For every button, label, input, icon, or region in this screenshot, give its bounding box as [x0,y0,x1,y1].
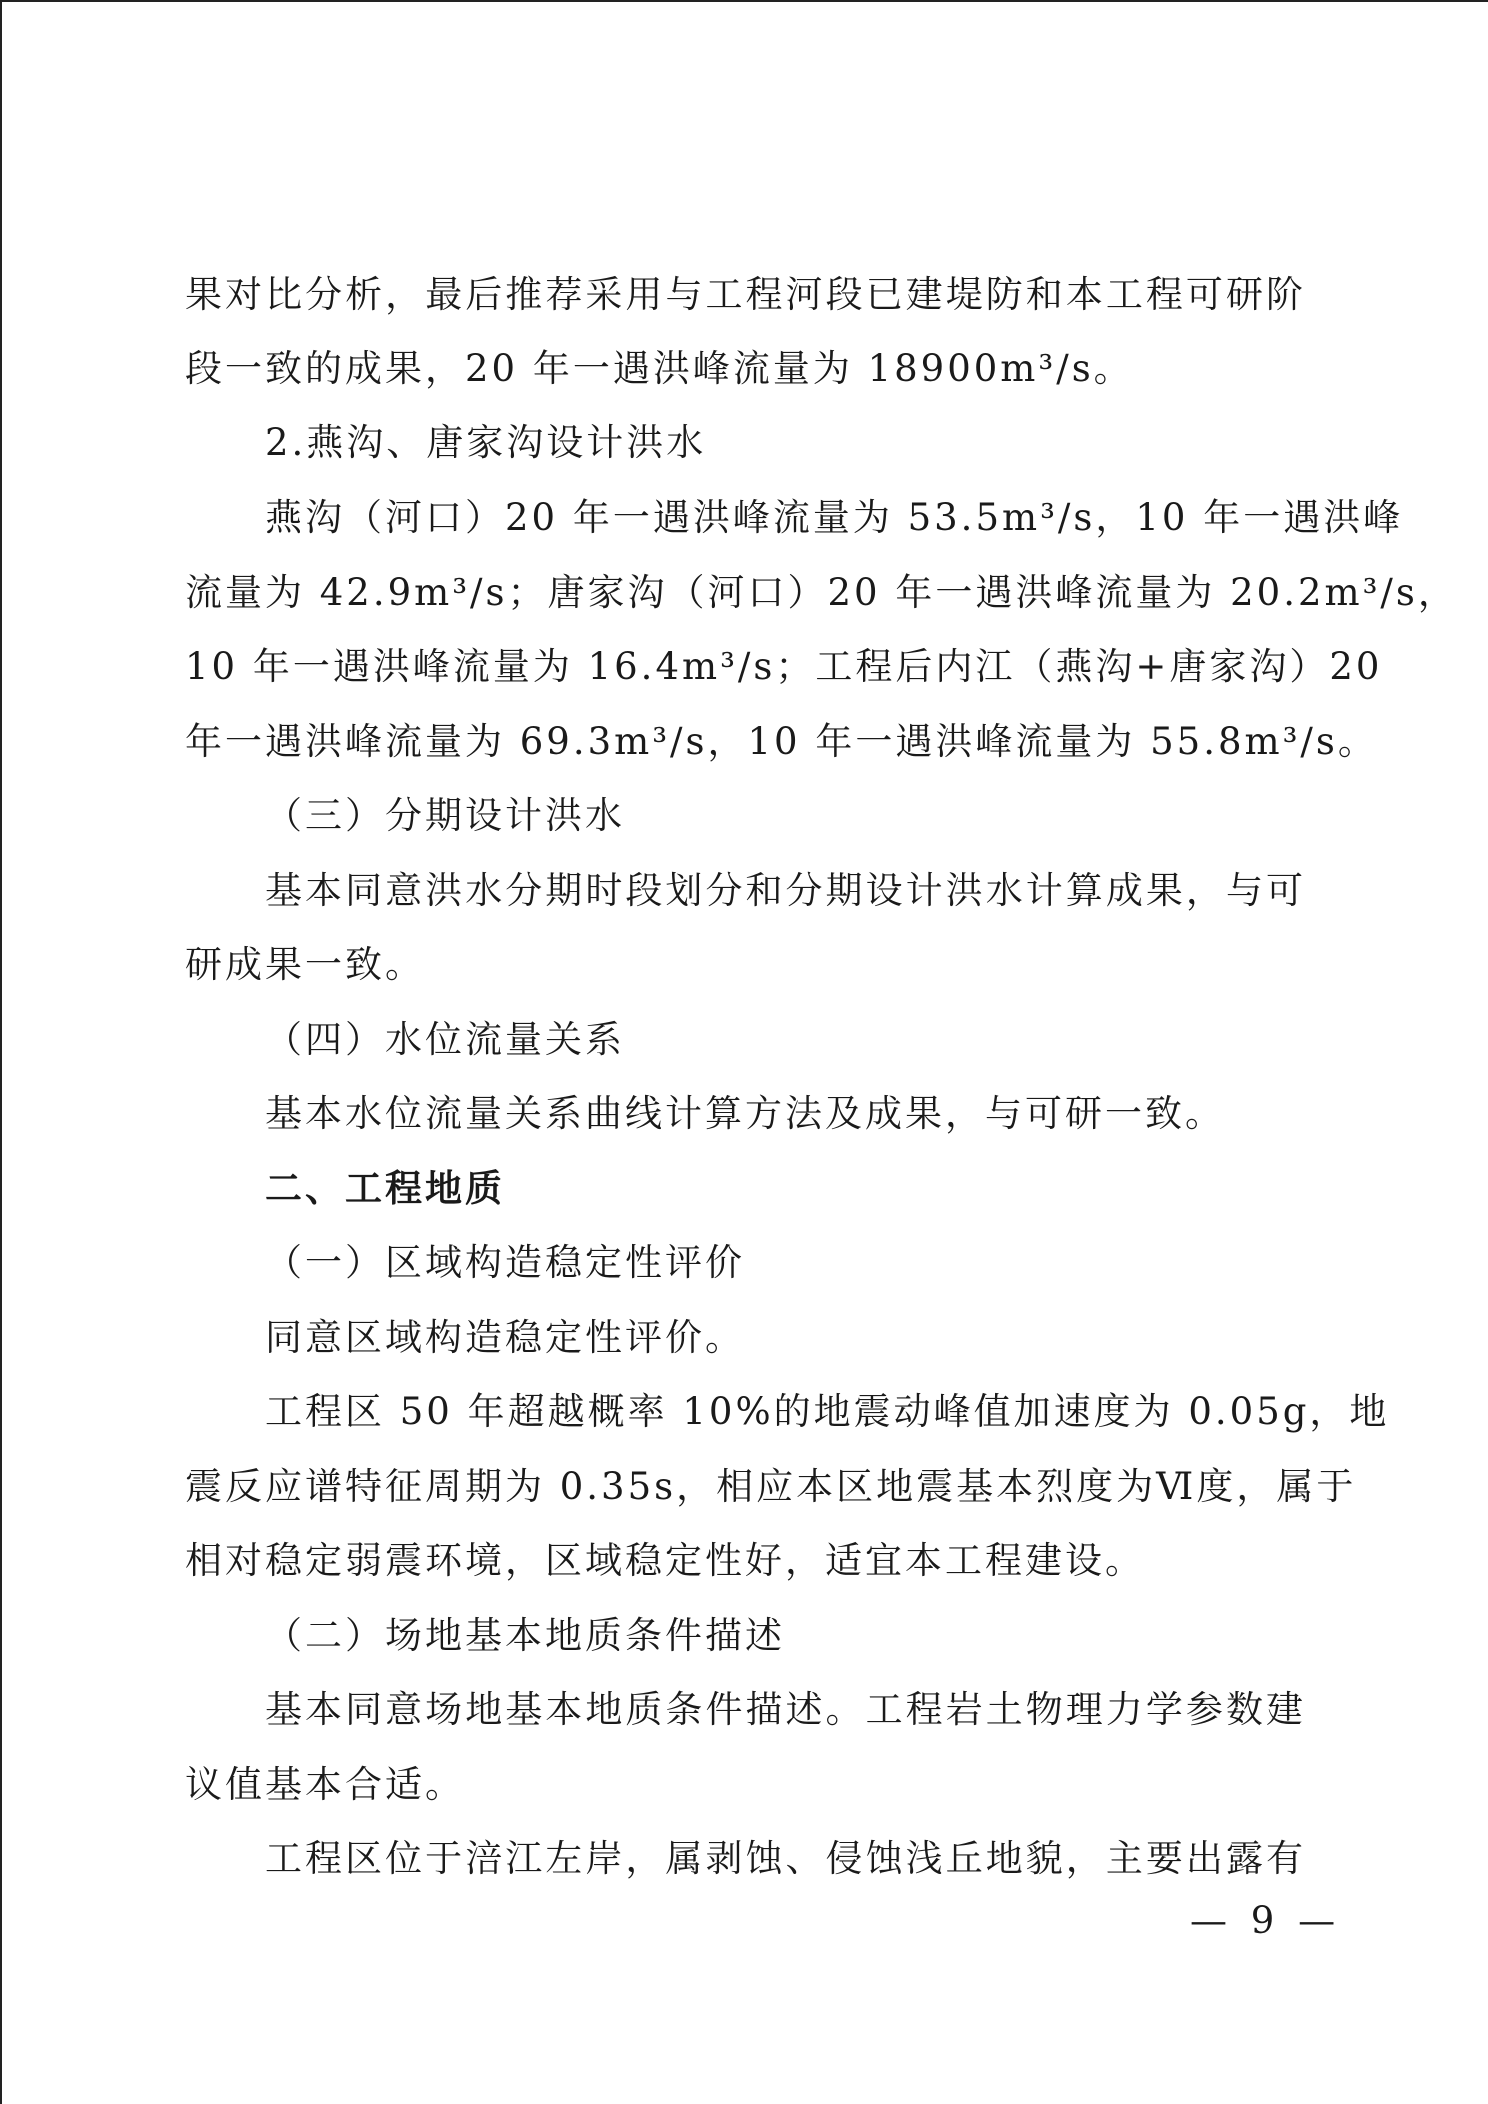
text-line: 相对稳定弱震环境，区域稳定性好，适宜本工程建设。 [185,1539,1145,1582]
text-line: 果对比分析，最后推荐采用与工程河段已建堤防和本工程可研阶 [185,273,1306,316]
text-line: 流量为 42.9m³/s；唐家沟（河口）20 年一遇洪峰流量为 20.2m³/s， [185,571,1458,614]
section-heading: （三）分期设计洪水 [265,794,625,837]
section-heading: （四）水位流量关系 [265,1018,625,1061]
text-line: 10 年一遇洪峰流量为 16.4m³/s；工程后内江（燕沟+唐家沟）20 [185,645,1383,688]
text-line: 同意区域构造稳定性评价。 [265,1316,745,1359]
text-line: 年一遇洪峰流量为 69.3m³/s，10 年一遇洪峰流量为 55.8m³/s。 [185,720,1378,763]
section-heading: （一）区域构造稳定性评价 [265,1241,745,1284]
chapter-heading: 二、工程地质 [265,1166,505,1210]
section-heading: （二）场地基本地质条件描述 [265,1614,785,1657]
text-line: 基本同意场地基本地质条件描述。工程岩土物理力学参数建 [265,1688,1306,1731]
text-line: 燕沟（河口）20 年一遇洪峰流量为 53.5m³/s，10 年一遇洪峰 [265,496,1404,539]
section-heading: 2.燕沟、唐家沟设计洪水 [265,421,707,464]
text-line: 工程区 50 年超越概率 10%的地震动峰值加速度为 0.05g，地 [265,1390,1390,1433]
page-number: — 9 — [1190,1899,1342,1942]
text-line: 段一致的成果，20 年一遇洪峰流量为 18900m³/s。 [185,347,1134,390]
text-line: 工程区位于涪江左岸，属剥蚀、侵蚀浅丘地貌，主要出露有 [265,1837,1306,1880]
text-line: 研成果一致。 [185,943,425,986]
text-line: 基本同意洪水分期时段划分和分期设计洪水计算成果，与可 [265,869,1306,912]
text-line: 震反应谱特征周期为 0.35s，相应本区地震基本烈度为Ⅵ度，属于 [185,1465,1357,1508]
text-line: 议值基本合适。 [185,1763,465,1806]
text-line: 基本水位流量关系曲线计算方法及成果，与可研一致。 [265,1092,1225,1135]
